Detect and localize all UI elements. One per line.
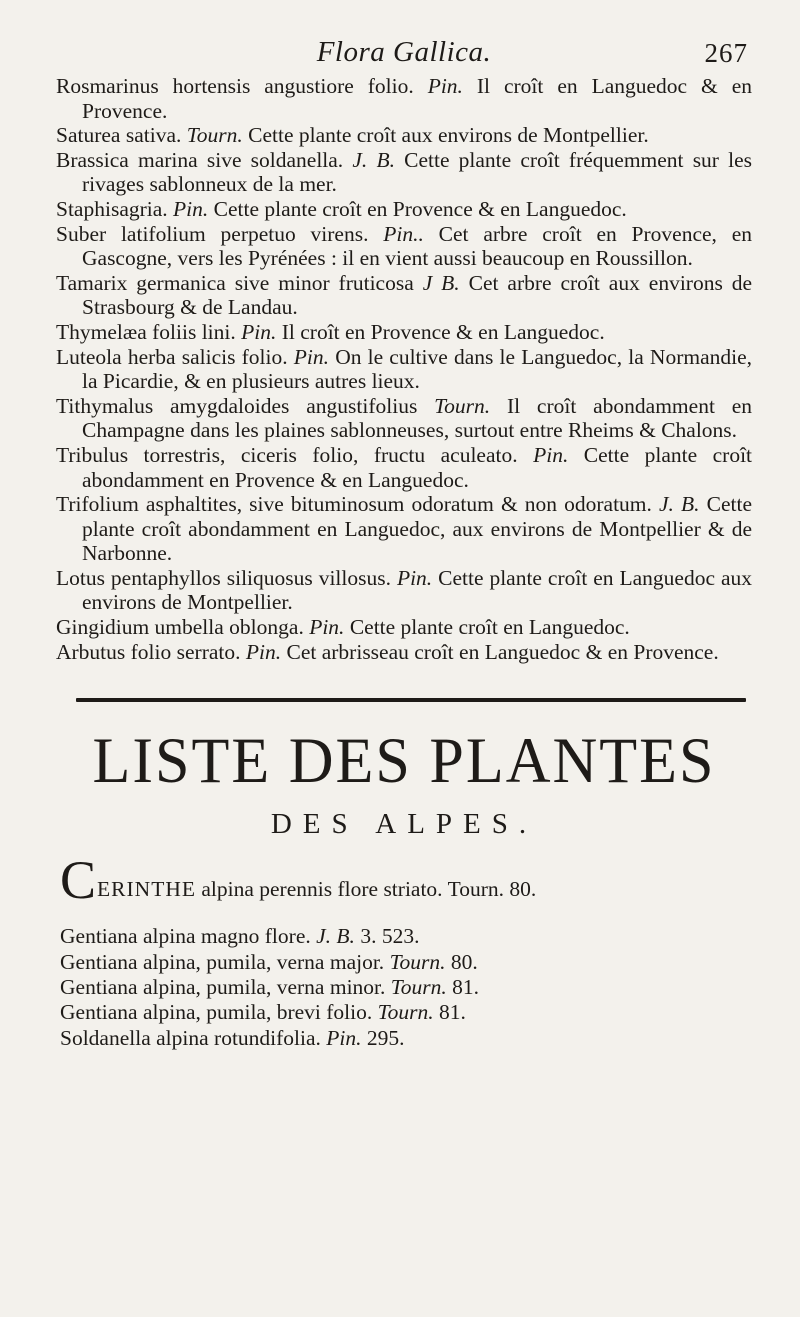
entry-text: Tamarix germanica sive minor fruticosa — [56, 270, 414, 295]
entry-note: Cet arbre croît en Provence, en Gascogne, vers les Pyrénées : il en vient aussi beaucoup en Roussillon. — [82, 221, 752, 271]
entry-note: Il croît abondamment en Champagne dans les plaines sablonneuses, surtout entre Rheims & Chalons. — [82, 393, 753, 443]
entry-authority: Tourn. — [447, 877, 504, 902]
entry-note: Cette plante croît abondamment en Languedoc, aux environs de Montpellier & de Narbonne. — [82, 492, 753, 566]
entry-authority: Pin. — [396, 565, 433, 590]
entry-authority: Pin. — [293, 344, 330, 369]
alpine-entry — [56, 1026, 752, 1051]
entry-text: Luteola herba salicis folio. — [56, 344, 288, 369]
entry-authority: Tourn. — [390, 974, 447, 999]
plant-entry — [56, 492, 752, 566]
entry-note: Il croît en Languedoc & en Provence. — [82, 74, 752, 123]
entry-text: Gentiana alpina, pumila, verna minor. — [60, 974, 386, 999]
entry-authority: Tourn. — [434, 393, 491, 418]
plant-entry — [56, 320, 752, 345]
entry-text: Gentiana alpina magno flore. — [60, 924, 311, 949]
plant-entry — [56, 640, 752, 665]
entry-text: Thymelæa foliis lini. — [56, 319, 236, 344]
plant-entry — [56, 74, 752, 123]
entry-authority: Pin.. — [383, 221, 424, 246]
entry-authority: Pin. — [309, 615, 345, 640]
entry-text: Gentiana alpina, pumila, verna major. — [60, 949, 385, 974]
entry-text: Suber latifolium perpetuo virens. — [56, 221, 369, 246]
entry-note: On le cultive dans le Languedoc, la Normandie, la Picardie, & en plusieurs autres lieux. — [82, 344, 753, 394]
alpine-entries — [56, 850, 752, 1051]
plant-entry — [56, 123, 752, 148]
plant-entry — [56, 443, 752, 492]
entry-note: Cette plante croît fréquemment sur les rivages sablonneux de la mer. — [82, 147, 753, 197]
entry-authority: Pin. — [427, 74, 463, 98]
entry-text: Trifolium asphaltites, sive bituminosum odoratum & non odoratum. — [56, 492, 652, 517]
plant-entry — [56, 345, 752, 394]
entry-text: Gingidium umbella oblonga. — [56, 615, 304, 640]
entry-text: Arbutus folio serrato. — [56, 639, 241, 664]
entry-note: Cette plante croît aux environs de Montpellier. — [248, 123, 649, 148]
entry-note: Cet arbrisseau croît en Languedoc & en Provence. — [286, 639, 719, 664]
entry-authority: Tourn. — [389, 949, 446, 974]
plant-entry — [56, 197, 752, 222]
entry-authority: Pin. — [173, 196, 209, 221]
alpine-entry — [56, 1000, 752, 1025]
entry-reference: 80. — [509, 877, 537, 902]
entry-note: Cet arbre croît aux environs de Strasbourg & de Landau. — [82, 270, 753, 320]
page-number: 267 — [704, 38, 748, 68]
entry-text: Soldanella alpina rotundifolia. — [60, 1025, 321, 1050]
plant-entry — [56, 394, 752, 443]
entry-reference: 81. — [452, 974, 479, 999]
entry-authority: Tourn. — [377, 1000, 434, 1025]
entry-reference: 80. — [450, 949, 478, 974]
first-word-smallcaps: ERINTHE — [97, 877, 196, 902]
plant-entries — [56, 74, 752, 664]
entry-text: Staphisagria. — [56, 196, 168, 221]
plant-entry — [56, 271, 752, 320]
alpine-entry-first — [56, 850, 752, 911]
drop-cap: C — [60, 850, 97, 911]
section-subtitle: DES ALPES. — [270, 808, 538, 841]
entry-note: Cette plante croît abondamment en Provence & en Languedoc. — [82, 442, 753, 492]
entry-text: Saturea sativa. — [56, 123, 182, 148]
plant-entry — [56, 148, 752, 197]
section-title: LISTE DES PLANTES — [92, 725, 716, 797]
entry-authority: Tourn. — [186, 123, 243, 148]
entry-reference: 3. 523. — [360, 924, 420, 949]
entry-authority: Pin. — [326, 1025, 362, 1050]
entry-authority: Pin. — [245, 639, 282, 664]
entry-text: Gentiana alpina, pumila, brevi folio. — [60, 1000, 373, 1025]
plant-entry — [56, 615, 752, 640]
entry-note: Cette plante croît en Provence & en Languedoc. — [213, 196, 627, 221]
entry-authority: Pin. — [241, 319, 277, 344]
entry-authority: Pin. — [533, 442, 569, 467]
entry-authority: J. B. — [352, 147, 395, 172]
entry-text: Brassica marina sive soldanella. — [56, 147, 344, 172]
alpine-entry — [56, 924, 752, 949]
entry-reference: 81. — [439, 1000, 466, 1025]
entry-text: Rosmarinus hortensis angustiore folio. — [56, 74, 414, 98]
running-title: Flora Gallica. — [316, 36, 492, 68]
alpine-entry — [56, 950, 752, 975]
entry-reference: 295. — [366, 1025, 405, 1050]
entry-text: Lotus pentaphyllos siliquosus villosus. — [56, 565, 391, 590]
section-rule — [76, 698, 746, 702]
plant-entry — [56, 222, 752, 271]
entry-authority: J B. — [422, 270, 460, 295]
alpine-list — [56, 924, 752, 1051]
entry-text: Tithymalus amygdaloides angustifolius — [56, 393, 418, 418]
page-header — [56, 30, 752, 74]
entry-authority: J. B. — [316, 924, 355, 949]
entry-text: alpina perennis flore striato. — [201, 877, 443, 902]
entry-authority: J. B. — [659, 492, 700, 517]
entry-note: Il croît en Provence & en Languedoc. — [281, 319, 605, 344]
plant-entry — [56, 566, 752, 615]
entry-note: Cette plante croît en Languedoc. — [349, 615, 630, 640]
entry-note: Cette plante croît en Languedoc aux environs de Montpellier. — [82, 565, 753, 615]
alpine-entry — [56, 975, 752, 1000]
entry-text: Tribulus torrestris, ciceris folio, fructu aculeato. — [56, 442, 518, 467]
